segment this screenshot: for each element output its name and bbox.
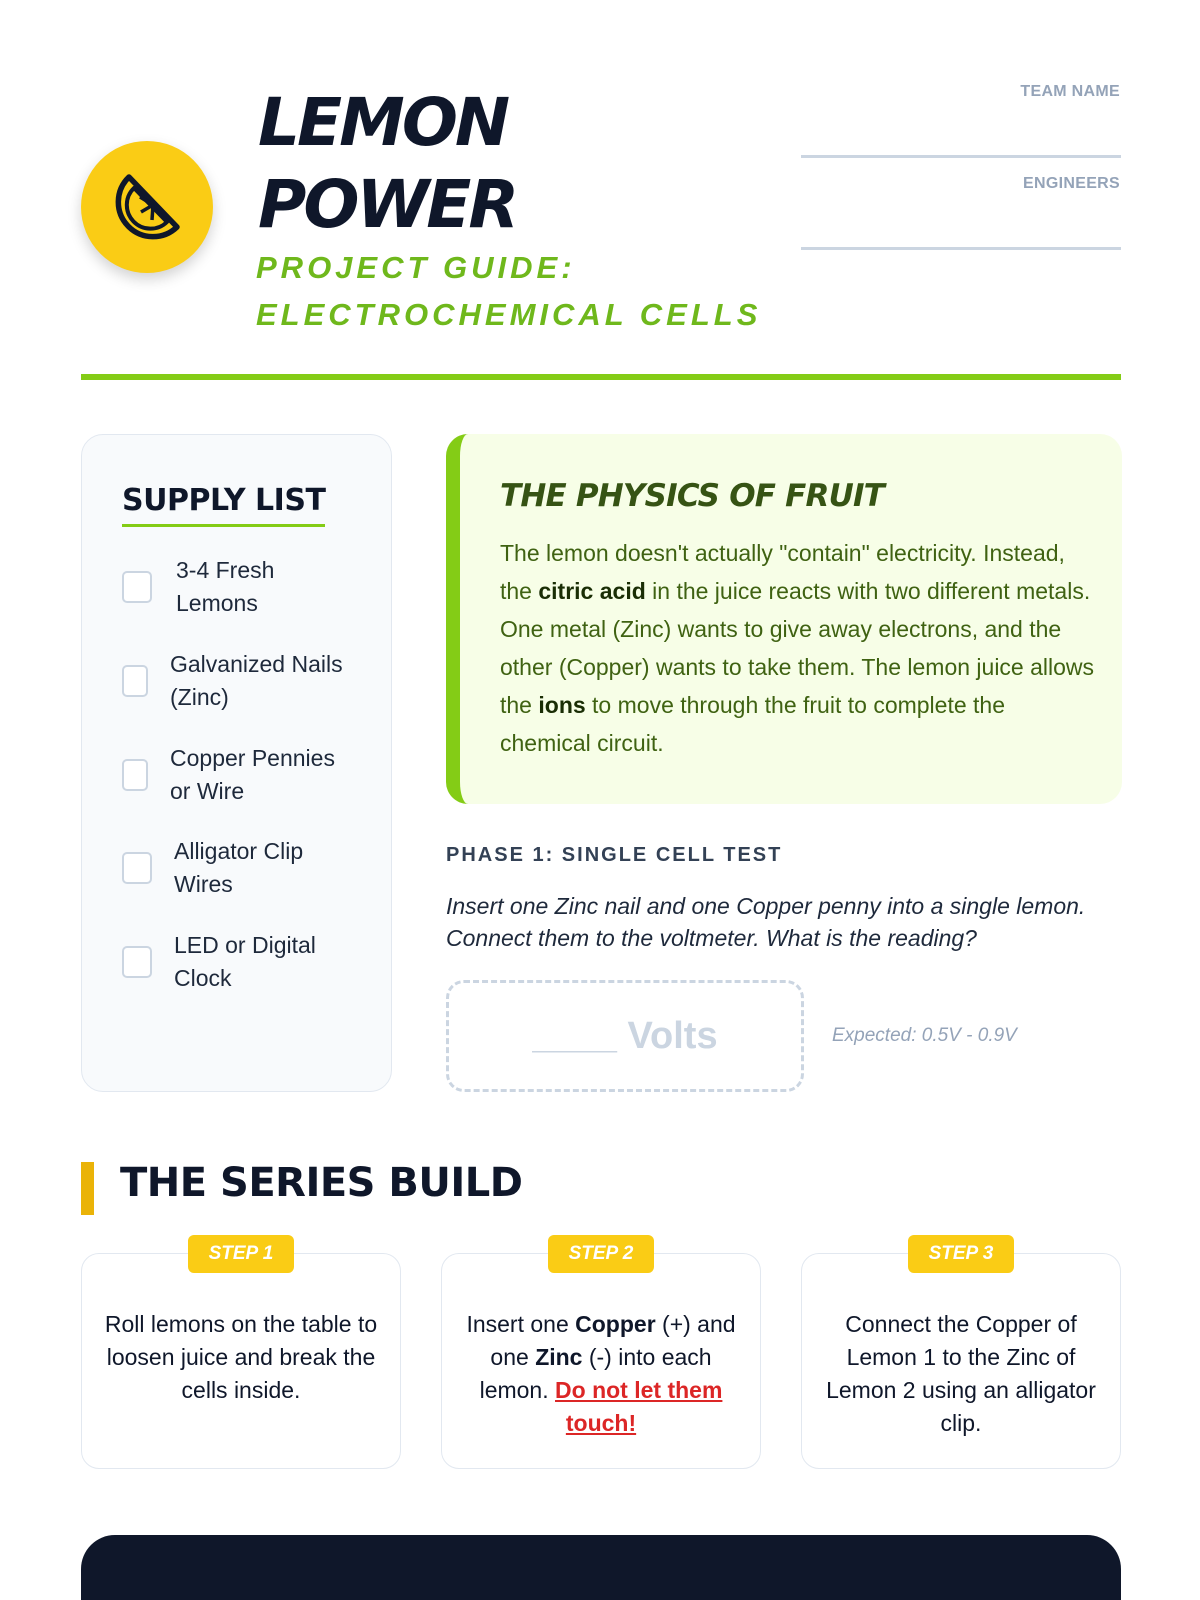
team-name-label: TEAM NAME [1020,83,1120,100]
physics-body [500,534,1100,762]
supply-list-title: SUPPLY LIST [122,483,325,527]
volts-answer-field[interactable]: ____ Volts [446,980,804,1092]
supply-item [122,929,362,995]
supply-checkbox[interactable] [122,665,148,697]
supply-item-line: Alligator Clip [174,838,304,864]
supply-item-line: Galvanized Nails [170,651,343,677]
step-2-text-part: (+) and one [490,1311,736,1370]
section-accent-bar [81,1162,94,1215]
title-line-2: POWER [258,166,517,243]
subtitle-line-1: PROJECT GUIDE: [256,250,576,285]
subtitle-line-2: ELECTROCHEMICAL CELLS [256,297,762,332]
step-card-1 [81,1253,401,1469]
supply-item [122,742,362,808]
step-3-text: Connect the Copper of Lemon 1 to the Zinc of Lemon 2 using an alligator clip. [826,1311,1096,1436]
supply-item [122,835,362,901]
supply-item-line: LED or Digital [174,932,316,958]
step-card-2 [441,1253,761,1469]
supply-checkbox[interactable] [122,759,148,791]
footer-panel [81,1535,1121,1600]
supply-item-label [174,929,316,995]
team-name-field[interactable] [801,155,1121,158]
step-2-text [464,1308,738,1440]
supply-item-label [174,835,303,901]
engineers-field[interactable] [801,247,1121,250]
supply-item-line: (Zinc) [170,684,229,710]
supply-item [122,648,362,714]
supply-checkbox[interactable] [122,946,152,978]
phase-1-description: Insert one Zinc nail and one Copper penny into a single lemon. Connect them to the voltmeter. What is the reading? [446,893,1086,951]
header-divider [81,374,1121,380]
lemon-slice-icon [107,167,187,247]
supply-item-line: or Wire [170,778,245,804]
supply-item [122,554,362,620]
copper-term: Copper [575,1311,656,1337]
page-title [258,82,516,246]
physics-bold-term: ions [538,692,586,718]
zinc-term: Zinc [535,1344,583,1370]
physics-title: THE PHYSICS OF FRUIT [500,478,885,514]
step-2-text-part: Insert one [466,1311,576,1337]
logo-badge [81,141,213,273]
physics-text: The lemon doesn't actually "contain" electricity. Instead, the [500,540,1065,604]
step-2-badge: STEP 2 [548,1235,654,1273]
supply-checkbox[interactable] [122,852,152,884]
supply-item-label [170,742,335,808]
supply-item-line: Copper Pennies [170,745,335,771]
supply-item-line: 3-4 Fresh [176,557,275,583]
physics-bold-term: citric acid [538,578,646,604]
physics-callout [446,434,1122,804]
step-1-text: Roll lemons on the table to loosen juice and break the cells inside. [104,1311,378,1403]
physics-text: in the juice reacts with two different metals. One metal (Zinc) wants to give away electrons, and the other (Copper) wants to take them. The lemon juice allows the [500,578,1095,718]
series-section-title: THE SERIES BUILD [120,1160,523,1206]
step-2-text-part: (-) into each lemon. [479,1344,712,1403]
step-card-3 [801,1253,1121,1469]
supply-item-label [176,554,274,620]
title-line-1: LEMON [258,84,508,161]
warning-text: Do not let them touch! [555,1377,723,1436]
supply-list-card [81,434,392,1092]
supply-checkbox[interactable] [122,571,152,603]
physics-text: to move through the fruit to complete the chemical circuit. [500,692,1006,756]
phase-1-label: PHASE 1: SINGLE CELL TEST [446,844,783,866]
page-subtitle [256,244,816,338]
engineers-label: ENGINEERS [1023,175,1120,192]
expected-range: Expected: 0.5V - 0.9V [832,1025,1017,1046]
supply-item-label [170,648,343,714]
step-1-badge: STEP 1 [188,1235,294,1273]
step-3-badge: STEP 3 [908,1235,1014,1273]
supply-item-line: Wires [174,871,233,897]
supply-item-line: Clock [174,965,232,991]
supply-item-line: Lemons [176,590,258,616]
